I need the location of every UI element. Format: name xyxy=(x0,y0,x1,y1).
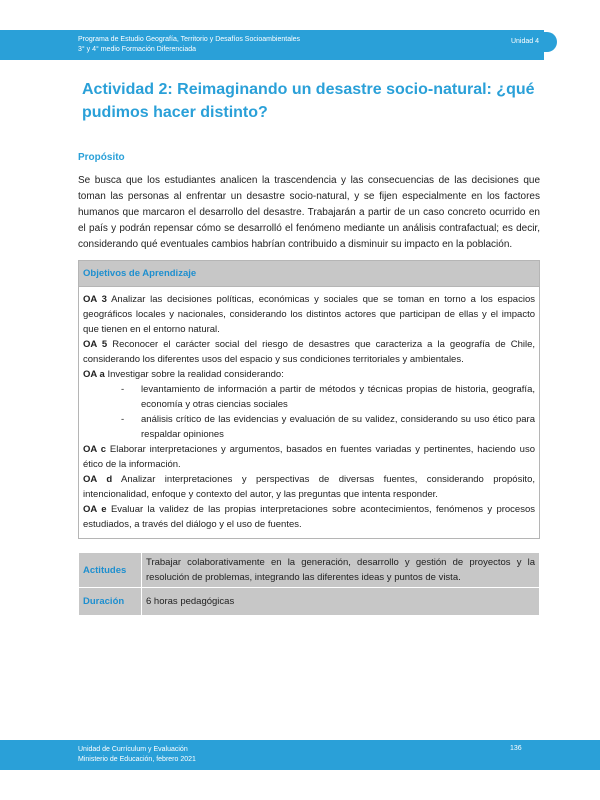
objectives-body xyxy=(79,287,540,539)
objective-item xyxy=(83,367,535,382)
objective-item xyxy=(83,502,535,532)
objective-code: OA 3 xyxy=(83,294,107,305)
purpose-heading: Propósito xyxy=(78,152,125,163)
objective-text: Investigar sobre la realidad considerando: xyxy=(107,369,284,380)
activity-title: Actividad 2: Reimaginando un desastre socio-natural: ¿qué pudimos hacer distinto? xyxy=(82,81,535,121)
objective-item xyxy=(83,337,535,367)
program-title: Programa de Estudio Geografía, Territorio y Desafíos Socioambientales xyxy=(78,36,301,43)
attitudes-text: Trabajar colaborativamente en la generación, desarrollo y gestión de proyectos y la resolución de problemas, integrando las diferentes ideas y puntos de vista. xyxy=(142,553,540,588)
objective-code: OA d xyxy=(83,474,113,485)
unit-badge: Unidad 4 xyxy=(493,32,557,52)
header-bar xyxy=(0,30,544,60)
objective-item xyxy=(83,472,535,502)
subitem-text: análisis crítico de las evidencias y evaluación de su validez, considerando su uso ético para respaldar opiniones xyxy=(141,414,535,440)
duration-label: Duración xyxy=(79,588,142,616)
footer-org: Unidad de Currículum y Evaluación xyxy=(78,746,188,753)
objective-item xyxy=(83,292,535,337)
objective-text: Analizar interpretaciones y perspectivas de diversas fuentes, considerando propósito, intencionalidad, enfoque y contexto del autor, y las preguntas que intenta responder. xyxy=(83,474,535,500)
objectives-heading: Objetivos de Aprendizaje xyxy=(79,261,540,287)
objective-code: OA a xyxy=(83,369,105,380)
objectives-table xyxy=(78,260,540,539)
objective-text: Elaborar interpretaciones y argumentos, basados en fuentes variadas y pertinentes, haciendo uso ético de la información. xyxy=(83,444,536,470)
purpose-text: Se busca que los estudiantes analicen la trascendencia y las consecuencias de las decisiones que toman las personas al enfrentar un desastre socio-natural, y se fijen especialmente en los factores humanos que marcaron el desarrollo del desastre. Trabajarán a partir de un caso concreto ocurrido en el país y podrán repensar cómo se desarrolló el fenómeno mediante un análisis contrafactual; es decir, considerando qué eventuales cambios habrían contribuido a disminuir su impacto en la población. xyxy=(78,175,540,250)
subitem-text: levantamiento de información a partir de métodos y técnicas propias de historia, geografía, economía y otras ciencias sociales xyxy=(141,384,535,410)
objective-code: OA e xyxy=(83,504,107,515)
objective-text: Reconocer el carácter social del riesgo de desastres que caracteriza a la geografía de Chile, considerando los diferentes usos del espacio y sus condiciones territoriales y ambientales. xyxy=(83,339,536,365)
attitudes-label: Actitudes xyxy=(79,553,142,588)
duration-text: 6 horas pedagógicas xyxy=(142,588,540,616)
page-number: 136 xyxy=(510,745,522,752)
program-subtitle: 3° y 4° medio Formación Diferenciada xyxy=(78,46,197,53)
footer-ministry: Ministerio de Educación, febrero 2021 xyxy=(78,756,196,763)
objective-item xyxy=(83,442,535,472)
objective-code: OA c xyxy=(83,444,107,455)
objective-text: Evaluar la validez de las propias interpretaciones sobre acontecimientos, fenómenos y procesos estudiados, a través del diálogo y el uso de fuentes. xyxy=(83,504,536,530)
info-table xyxy=(78,552,540,616)
objective-subitem: - análisis crítico de las evidencias y evaluación de su validez, considerando su uso ético para respaldar opiniones xyxy=(121,414,535,440)
footer-bar xyxy=(0,740,600,770)
objective-subitem: - levantamiento de información a partir de métodos y técnicas propias de historia, geografía, economía y otras ciencias sociales xyxy=(121,384,535,410)
objective-code: OA 5 xyxy=(83,339,108,350)
objective-text: Analizar las decisiones políticas, económicas y sociales que se toman en torno a los espacios geográficos locales y nacionales, considerando los distintos actores que participan de ellas y el impacto que tienen en el entorno natural. xyxy=(83,294,535,335)
